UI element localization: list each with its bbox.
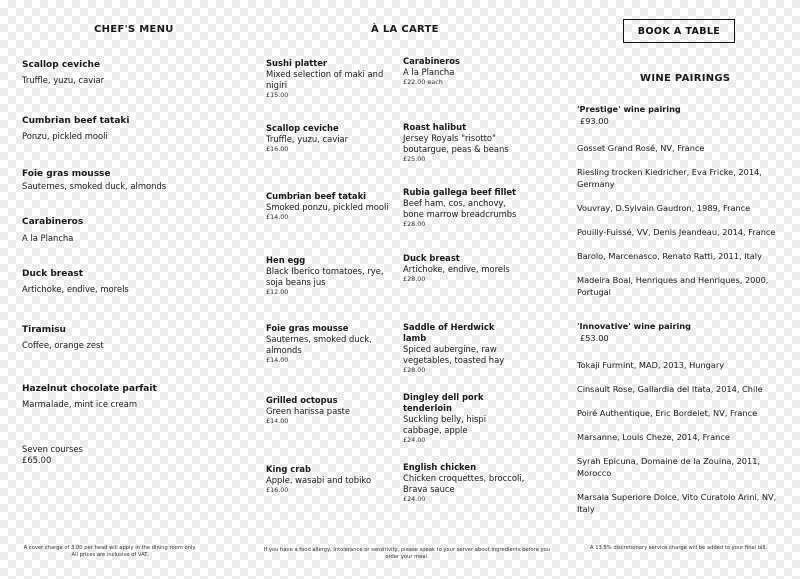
dish-description: Artichoke, endive, morels (403, 264, 510, 274)
dish-description: Smoked ponzu, pickled mooli (266, 202, 389, 212)
a-la-carte-item (266, 191, 391, 222)
wine-list-item: Marsala Superiore Dolce, Vito Curatolo Arini, NV, Italy (577, 492, 777, 514)
dish-name: Grilled octopus (266, 395, 338, 405)
dish-price: £25.00 (403, 155, 426, 163)
dish-description: Ponzu, pickled mooli (22, 131, 108, 141)
dish-name: Hazelnut chocolate parfait (22, 384, 157, 394)
wine-list-item: Madeira Boal, Henriques and Henriques, 2000, Portugal (577, 275, 769, 297)
innovative-pairing-price: £53.00 (580, 333, 609, 343)
footer-cover-charge (20, 545, 200, 559)
a-la-carte-item (266, 464, 391, 495)
dish-price: £14.00 (266, 213, 289, 221)
dish-price: £24.00 (403, 495, 426, 503)
dish-price: £28.00 (403, 275, 426, 283)
dish-description: Sauternes, smoked duck, almonds (22, 181, 167, 191)
a-la-carte-item (266, 123, 386, 154)
dish-price: £16.00 (266, 145, 289, 153)
dish-price: £14.00 (266, 356, 289, 364)
chefs-menu-price: £65.00 (22, 455, 52, 465)
dish-name: Scallop ceviche (266, 123, 339, 133)
dish-name: Cumbrian beef tataki (22, 116, 130, 126)
dish-description: Apple, wasabi and tobiko (266, 475, 372, 485)
dish-name: Carabineros (403, 56, 460, 66)
dish-name: Foie gras mousse (266, 323, 349, 333)
dish-name: English chicken (403, 462, 477, 472)
dish-description: A la Plancha (403, 67, 455, 77)
dish-name: Carabineros (22, 217, 84, 227)
a-la-carte-item (266, 58, 386, 100)
dish-description: Beef ham, cos, anchovy, bone marrow breadcrumbs (403, 198, 517, 219)
a-la-carte-item (403, 392, 521, 445)
a-la-carte-item (266, 255, 386, 297)
prestige-pairing-price: £93.00 (580, 116, 609, 126)
dish-description: Marmalade, mint ice cream (22, 399, 137, 409)
dish-name: Tiramisu (22, 325, 66, 335)
a-la-carte-item (403, 122, 513, 164)
wine-list-item: Poiré Authentique, Eric Bordelet, NV, France (577, 408, 758, 418)
dish-description: Jersey Royals "risotto" boutargue, peas & beans (403, 133, 509, 154)
cover-charge-note: A cover charge of 3.00 per head will apply in the dining room only. (23, 545, 197, 551)
chefs-menu-item (22, 324, 252, 352)
dish-name: Hen egg (266, 255, 306, 265)
vat-note: All prices are inclusive of VAT. (71, 552, 149, 558)
dish-name: Rubia gallega beef fillet (403, 187, 517, 197)
innovative-pairing-title: 'Innovative' wine pairing (577, 321, 691, 331)
dish-description: Spiced aubergine, raw vegetables, toasted hay (403, 344, 505, 365)
chefs-menu-item (22, 59, 252, 87)
dish-description: Suckling belly, hispi cabbage, apple (403, 414, 487, 435)
dish-description: Mixed selection of maki and nigiri (266, 69, 384, 90)
chefs-menu-item (22, 168, 252, 193)
chefs-menu-item (22, 216, 252, 245)
dish-name: Scallop ceviche (22, 60, 101, 70)
course-count: Seven courses (22, 444, 83, 454)
chefs-menu-item (22, 383, 252, 411)
wine-list-item: Vouvray, D.Sylvain Gaudron, 1989, France (577, 203, 751, 213)
dish-name: Cumbrian beef tataki (266, 191, 367, 201)
dish-name: Duck breast (22, 269, 84, 279)
dish-price: £24.00 (403, 436, 426, 444)
dish-description: Artichoke, endive, morels (22, 284, 129, 294)
wine-list-item: Cinsault Rose, Gallardia del Itata, 2014, Chile (577, 384, 763, 394)
dish-price: £12.00 (266, 288, 289, 296)
a-la-carte-item (266, 323, 381, 365)
dish-name: Duck breast (403, 253, 460, 263)
wine-list-item: Syrah Epicuna, Domaine de la Zouina, 2011, Morocco (577, 456, 761, 478)
a-la-carte-item (403, 253, 533, 284)
book-a-table-button[interactable]: BOOK A TABLE (623, 19, 735, 43)
dish-name: Dingley dell pork tenderloin (403, 392, 484, 413)
dish-price: £28.00 (403, 220, 426, 228)
wine-list-item: Gosset Grand Rosé, NV, France (577, 143, 705, 153)
wine-list-item: Tokaji Furmint, MAD, 2013, Hungary (577, 360, 725, 370)
dish-price: £15.00 (266, 91, 289, 99)
wine-list-item: Riesling trocken Kiedricher, Eva Fricke, 2014, Germany (577, 167, 762, 189)
prestige-pairing-title: 'Prestige' wine pairing (577, 104, 681, 114)
dish-description: Chicken croquettes, broccoli, Brava sauce (403, 473, 525, 494)
wine-list-item: Pouilly-Fuissé, VV, Denis Jeandeau, 2014, France (577, 227, 776, 237)
dish-price: £22.00 each (403, 78, 443, 86)
dish-name: King crab (266, 464, 311, 474)
dish-price: £16.00 (266, 486, 289, 494)
dish-price: £14.00 (266, 417, 289, 425)
a-la-carte-item (403, 462, 525, 504)
a-la-carte-heading: À LA CARTE (371, 24, 439, 35)
a-la-carte-item (403, 56, 533, 87)
chefs-menu-item (22, 268, 252, 296)
dish-price: £28.00 (403, 366, 426, 374)
wine-list-item: Marsanne, Louis Cheze, 2014, France (577, 432, 730, 442)
chefs-menu-heading: CHEF'S MENU (94, 24, 174, 35)
wine-list-item: Barolo, Marcenasco, Renato Ratti, 2011, Italy (577, 251, 762, 261)
dish-description: Coffee, orange zest (22, 340, 104, 350)
dish-name: Saddle of Herdwick lamb (403, 322, 495, 343)
a-la-carte-item (266, 395, 386, 426)
dish-name: Sushi platter (266, 58, 328, 68)
footer-allergy-note: If you have a food allergy, intolerance or sensitivity, please speak to your server about ingredients before you order your meal. (263, 547, 551, 560)
wine-pairings-heading: WINE PAIRINGS (640, 73, 731, 84)
dish-description: Black Iberico tomatoes, rye, soja beans jus (266, 266, 384, 287)
dish-name: Roast halibut (403, 122, 467, 132)
dish-name: Foie gras mousse (22, 169, 111, 179)
dish-description: Sauternes, smoked duck, almonds (266, 334, 372, 355)
footer-service-charge: A 13.5% discretionary service charge will be added to your final bill. (590, 545, 768, 551)
dish-description: A la Plancha (22, 233, 74, 243)
chefs-menu-item (22, 115, 252, 143)
dish-description: Truffle, yuzu, caviar (266, 134, 349, 144)
chefs-menu-summary (22, 444, 252, 466)
dish-description: Green harissa paste (266, 406, 351, 416)
a-la-carte-item (403, 187, 525, 229)
dish-description: Truffle, yuzu, caviar (22, 75, 105, 85)
a-la-carte-item (403, 322, 518, 375)
